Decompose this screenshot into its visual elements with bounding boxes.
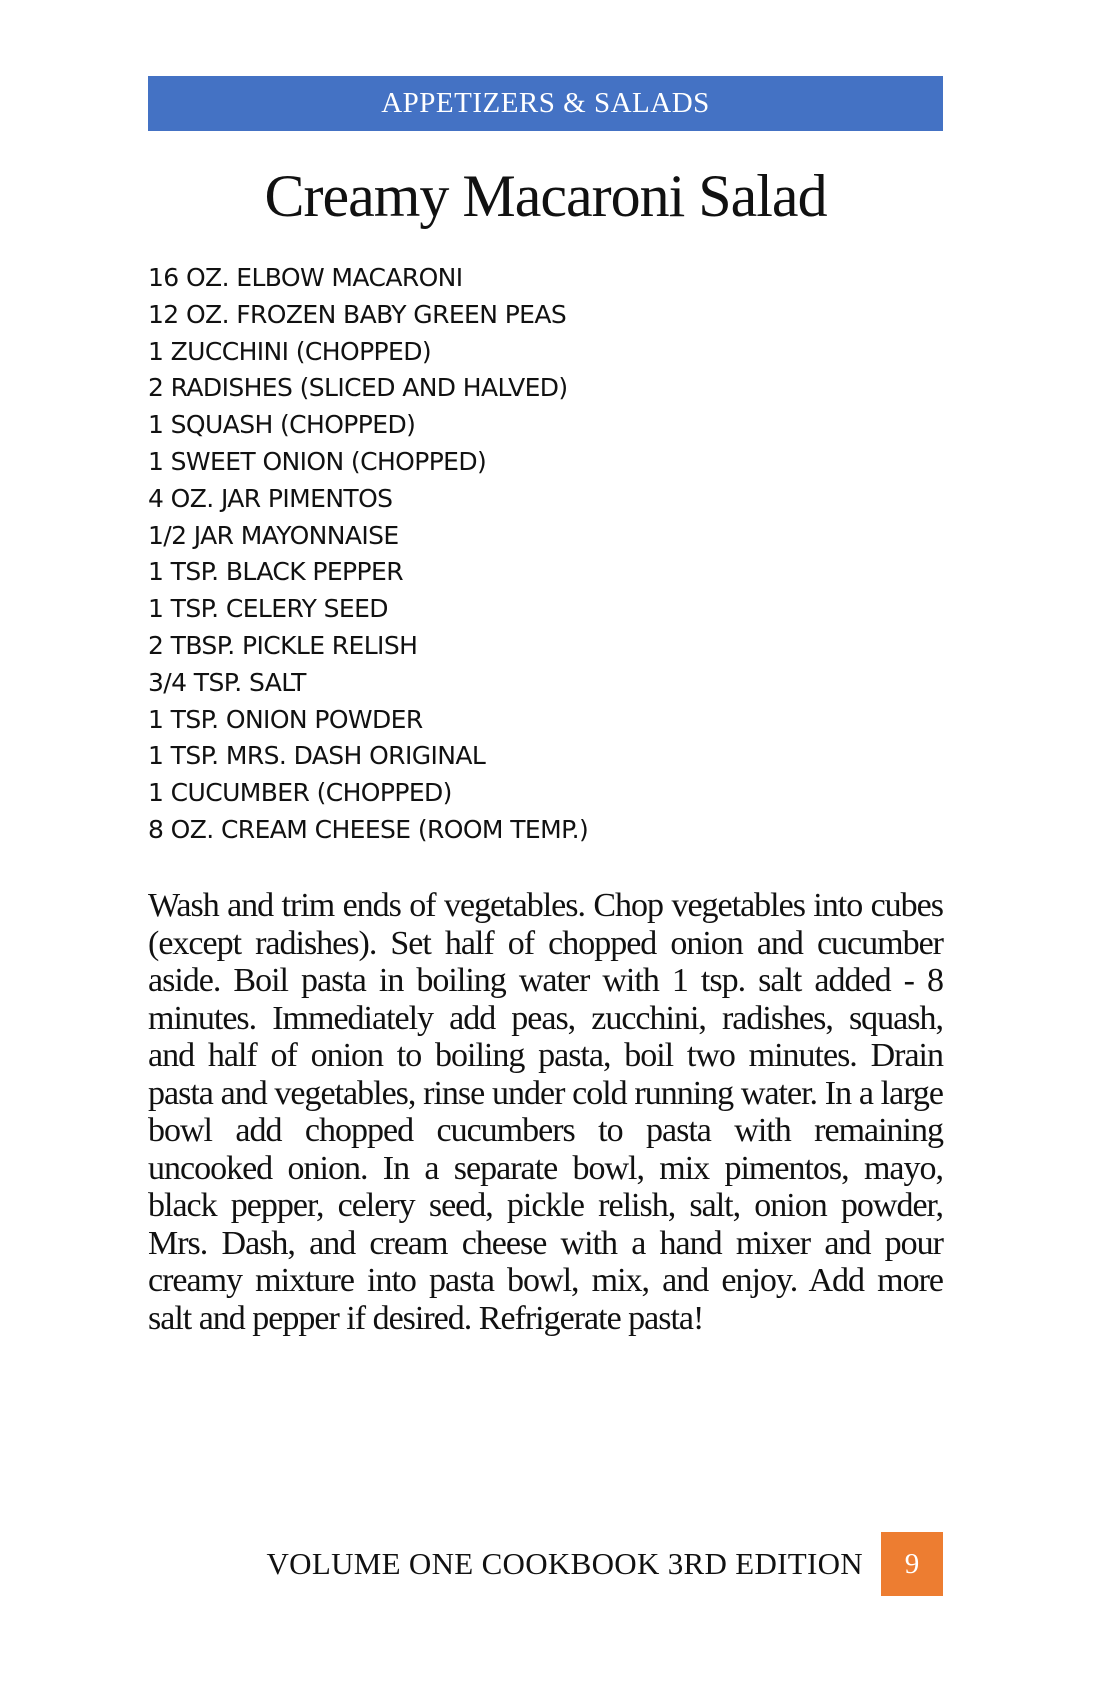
ingredient-item: 1 SWEET ONION (CHOPPED) — [148, 446, 487, 476]
recipe-instructions: Wash and trim ends of vegetables. Chop vegetables into cubes (except radishes). Set half of chopped onion and cucumber aside. Boil pasta in boiling water with 1 tsp. salt added - 8 minutes. Immediately add peas, zucchini, radishes, squash, and half of onion to boiling pasta, boil two minutes. Drain pasta and vegetables, rinse under cold running water. In a large bowl add chopped cucumbers to pasta with remaining uncooked onion. In a separate bowl, mix pimentos, mayo, black pepper, celery seed, pickle relish, salt, onion powder, Mrs. Dash, and cream cheese with a hand mixer and pour creamy mixture into pasta bowl, mix, and enjoy. Add more salt and pepper if desired. Refrigerate pasta! — [148, 887, 943, 1337]
ingredient-item: 1/2 JAR MAYONNAISE — [148, 520, 399, 550]
section-title: APPETIZERS & SALADS — [381, 87, 710, 119]
page-footer — [148, 1532, 943, 1596]
ingredient-item: 1 TSP. BLACK PEPPER — [148, 557, 403, 587]
ingredient-list — [148, 260, 943, 849]
ingredient-item: 8 OZ. CREAM CHEESE (ROOM TEMP.) — [148, 814, 589, 844]
ingredient-item: 3/4 TSP. SALT — [148, 667, 306, 697]
ingredient-item: 2 RADISHES (SLICED AND HALVED) — [148, 373, 568, 403]
ingredient-item: 1 TSP. ONION POWDER — [148, 704, 423, 734]
ingredient-item: 1 SQUASH (CHOPPED) — [148, 410, 416, 440]
ingredient-item: 1 CUCUMBER (CHOPPED) — [148, 778, 452, 808]
page-number: 9 — [904, 1547, 920, 1580]
footer-edition-text: VOLUME ONE COOKBOOK 3RD EDITION — [266, 1546, 863, 1581]
page-number-badge — [881, 1532, 943, 1596]
ingredient-item: 4 OZ. JAR PIMENTOS — [148, 483, 393, 513]
ingredient-item: 1 ZUCCHINI (CHOPPED) — [148, 336, 432, 366]
ingredient-item: 1 TSP. CELERY SEED — [148, 594, 388, 624]
ingredient-item: 2 TBSP. PICKLE RELISH — [148, 630, 418, 660]
ingredient-item: 16 OZ. ELBOW MACARONI — [148, 263, 463, 292]
ingredient-item: 1 TSP. MRS. DASH ORIGINAL — [148, 741, 486, 771]
recipe-title: Creamy Macaroni Salad — [264, 163, 827, 229]
section-banner — [148, 76, 943, 131]
ingredient-item: 12 OZ. FROZEN BABY GREEN PEAS — [148, 299, 567, 329]
